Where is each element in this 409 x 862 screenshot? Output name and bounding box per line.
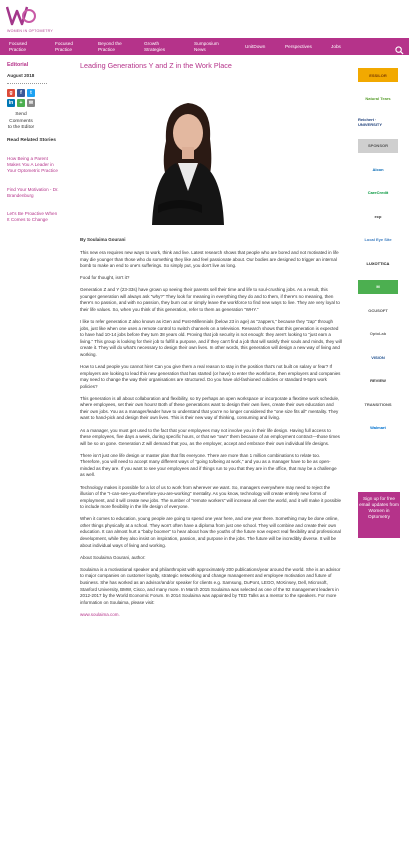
- article-paragraph: When it comes to education, young people are going to spend one year here, and one year there. Something may be done online, other things physically at a school. They won't often have a diploma from just one school. They will combine and create their own education. It can almost hurt a "baby boomer" to hear about how the youths of the future now expect real flexibility and professional development, while they also insist on inspiration, passion, and purpose in the jobs. The future will be incredibly diverse. It will be about individual ways of living and working.: [80, 516, 341, 548]
- issue-title[interactable]: Editorial: [7, 62, 29, 68]
- sponsor-ad[interactable]: SPONSOR: [358, 139, 398, 153]
- nav-item-label: Practice: [9, 46, 26, 52]
- sponsor-ad[interactable]: Alcon: [358, 162, 398, 176]
- article-byline: By Soulaima Gourani: [80, 237, 126, 242]
- main-nav: [0, 38, 409, 55]
- nav-item[interactable]: [322, 38, 350, 55]
- site-header: [0, 0, 409, 38]
- nav-item-label: UnitDown: [245, 43, 266, 49]
- article-paragraph: About Soulaima Gourani, author:: [80, 554, 146, 560]
- article-paragraph: Soulaima is a motivational speaker and philanthropist with approximately 200 publications/year around the world. She is an advisor to major companies on customer loyalty, strategic networking and change management and employee motivation and future of business. She has worked as an advisor/and/or speaker for clients e.g. Samsung, DuPont, LEGO, McKinsey, Dell, Microsoft, Stanford University, BMW, Cisco, and many more. In March 2015 Soulaima was selected as one of the 92 management leaders in 2012-2017 by the World Economic Forum. In 2014 Soulaima was appointed by TED Talks as a mentor to the speakers. For more information on Soulaima, please visit:: [80, 566, 341, 605]
- sponsor-ad[interactable]: VISION: [358, 350, 398, 364]
- site-logo[interactable]: [6, 4, 62, 36]
- share-buttons: [7, 89, 59, 107]
- sponsor-ad[interactable]: OCUSOFT: [358, 303, 398, 317]
- sponsor-column: [356, 68, 400, 444]
- article-title: Leading Generations Y and Z in the Work Place: [80, 61, 232, 70]
- twitter-icon[interactable]: t: [27, 89, 35, 97]
- nav-item-label: Perspectives: [285, 43, 312, 49]
- article-body: [80, 250, 342, 624]
- sponsor-ad[interactable]: Local Eye Site: [358, 233, 398, 247]
- nav-item-label: Beyond the: [98, 41, 122, 46]
- sponsor-ad[interactable]: ESSILOR: [358, 68, 398, 82]
- article-paragraph: Technology makes it possible for a lot of us to work from wherever we want. So, managers everywhere may need to reject the illusion of the "I-can-see-you-therefore-you-are-working" mentality. As you know, technology will create entirely new forms of employment, and it will create new jobs. The number of "remote workers" will increase all over the world, and it will make it possible to include more flexibility in the life design of everyone.: [80, 484, 341, 510]
- divider: [7, 83, 47, 84]
- related-story-link[interactable]: Let's Be Proactive When It Comes to Change: [7, 210, 58, 223]
- article-paragraph: I like to refer generation Z also known as iGen and Post-Millennials (below 23 in age) as "zappers," because they "zap" through jobs, just like when one uses a remote control to switch channels on a television. Research shows that this generation is expected to have had 10-14 jobs before they turn 38 years old. Proving that job security is not enough: they aren't looking to "just earn a living." This group is looking for their job to fulfill a purpose, and if they can't find a job that will satisfy their souls and minds, they will create it. They will do what's necessary to design their own lives. In other words, this generation will design a new way of living and working.: [80, 319, 342, 357]
- article-paragraph: Food for thought, isn't it?: [80, 275, 130, 281]
- nav-item[interactable]: [0, 38, 46, 55]
- nav-item[interactable]: [46, 38, 89, 55]
- sponsor-ad[interactable]: Walmart: [358, 421, 398, 435]
- article-paragraph: Generation Z and Y (23-33s) have grown up seeing their parents sell their time and life to soul-crushing jobs. As a result, this younger generation will always ask "why?" They look for meaning in everything they do and to them, if there's no meaning, then there's no passion, and with no passion, they burn out or simply leave the workforce to find new ways to live. They are very loyal to their life values. So, when you think of this generation, refer to them as generation "WHY.": [80, 287, 340, 313]
- article-paragraph: There isn't just one life design or master plan that fits everyone. There are more than 1 million combinations to relate too. Therefore, you will need to accept many different ways of "going to/being at work," and you as a manager have to be as open-minded as they are. If you want to see your employees and if things run to you that they are in the office, that may be a challenge as well.: [80, 452, 337, 478]
- nav-item[interactable]: [276, 38, 322, 55]
- sponsor-ad[interactable]: LUXOTTICA: [358, 256, 398, 270]
- related-heading: Read Related Stories: [7, 137, 56, 143]
- send-comments-link[interactable]: Send Comments to the Editor: [7, 112, 35, 130]
- sponsor-ad[interactable]: CareCredit: [358, 186, 398, 200]
- nav-item[interactable]: [135, 38, 185, 55]
- logo-tagline: WOMEN IN OPTOMETRY: [7, 29, 53, 33]
- left-sidebar: [7, 62, 59, 223]
- wo-logo-icon: [6, 4, 36, 28]
- nav-item-label: Strategies: [144, 46, 166, 52]
- sponsor-ad[interactable]: Reichert · UNIVERSITY: [358, 115, 398, 129]
- nav-item-label: Sumposium: [194, 41, 219, 46]
- author-photo: [118, 87, 256, 225]
- article-paragraph: How to Lead people you cannot hire! Can you give them a real reason to stay in the position that's not built on salary or fear? If employers are looking to lead this new generation that has started (or have) to enter the workforce, then employers and companies may need to change the way their organisations are structured. Do you have old-fashioned cubicles or standard 9-5pm work policies?: [80, 364, 341, 389]
- related-story-link[interactable]: Find Your Motivation - Dr. Brandenburg: [7, 186, 59, 198]
- nav-item-label: Jobs: [331, 43, 341, 49]
- email-icon[interactable]: ✉: [28, 100, 34, 106]
- nav-item[interactable]: [89, 38, 135, 55]
- article: [80, 61, 342, 617]
- sponsor-ad[interactable]: Natural Tears: [358, 92, 398, 106]
- related-story-link[interactable]: How Being a Parent Makes You A Leader in Your Optometric Practice: [7, 155, 58, 174]
- search-icon[interactable]: [395, 42, 404, 51]
- google-plus-icon[interactable]: g: [7, 89, 15, 97]
- article-paragraph: As a manager, you must get used to the fact that your employees may not involve you in their life design. Having full access to these employees, five days a week, during specific hours, or that we "own" them because of an employment contract—those times will be so on gone. Generation Z will demand that you, as the employer, accept and embrace their own individual life designs.: [80, 427, 340, 446]
- sponsor-ad[interactable]: ecp: [358, 209, 398, 223]
- share-icon[interactable]: +: [17, 99, 25, 107]
- sponsor-ad[interactable]: REVIEW: [358, 374, 398, 388]
- sponsor-ad[interactable]: OptoLab: [358, 327, 398, 341]
- author-website-link[interactable]: www.soulaima.com.: [80, 611, 120, 617]
- nav-item-label: Growth: [144, 41, 160, 46]
- nav-item-label: Practice: [98, 46, 115, 52]
- linkedin-icon[interactable]: in: [8, 100, 14, 106]
- nav-item[interactable]: [185, 38, 236, 55]
- nav-item-label: Practice: [55, 46, 72, 52]
- nav-item[interactable]: [236, 38, 276, 55]
- issue-date: August 2018: [7, 73, 35, 78]
- nav-item-label: Focused: [9, 41, 27, 46]
- sponsor-ad[interactable]: TRANSITIONS: [358, 397, 398, 411]
- article-paragraph: This new era requires new ways to work, think and live. Latest research shows that people who are bored and not motivated in life may die younger than those who do something they like and feel passionate about. Our bodies are designed to trigger an internal bomb to make an end to one's sufferings. So simply put, you don't live as long.: [80, 250, 339, 269]
- signup-button[interactable]: Sign up for free email updates from Women in Optometry: [358, 492, 400, 538]
- article-paragraph: This generation is all about collaboration and flexibility, so try perhaps an open workspace or incorporate a flextime work schedule, where employees, set their own hours! Both of these generations want to design their own lives, create their own education and their own jobs. You as a manager/leader have to understand that you're no longer considered the "one size fits all" mentality. They want to hand-pick and design their own lives. This is their new way of thinking, consuming and living.: [80, 395, 340, 421]
- facebook-icon[interactable]: f: [17, 89, 25, 97]
- nav-item-label: News: [194, 46, 206, 52]
- nav-item-label: Focused: [55, 41, 73, 46]
- related-list: [7, 156, 59, 223]
- sponsor-ad[interactable]: M: [358, 280, 398, 294]
